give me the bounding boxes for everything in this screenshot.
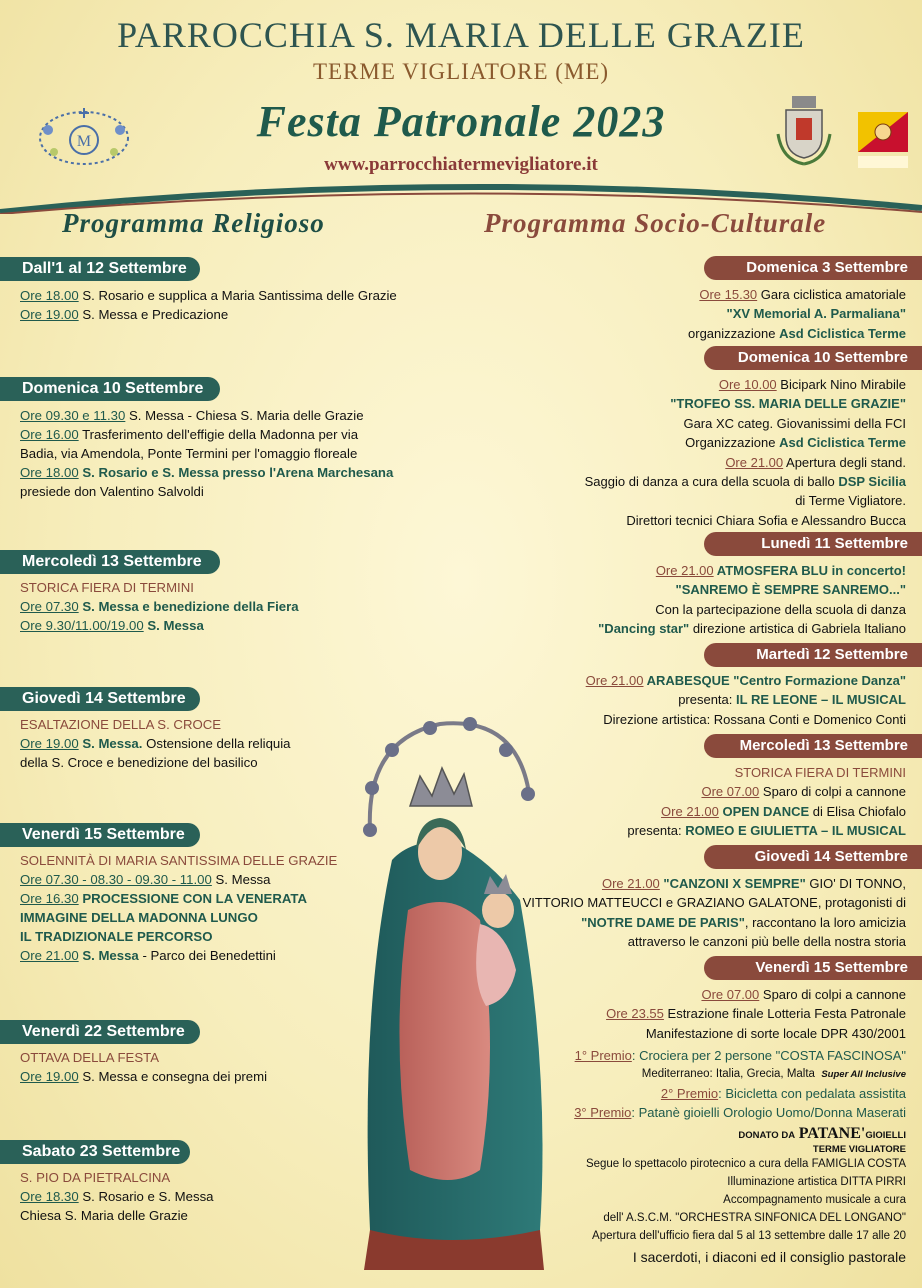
event-text: S. Messa - Chiesa S. Maria delle Grazie <box>125 408 364 423</box>
event-text: "SANREMO È SEMPRE SANREMO..." <box>675 582 906 598</box>
event-time: Ore 07.30 - 08.30 - 09.30 - 11.00 <box>20 872 212 887</box>
footer-line: Accompagnamento musicale a cura <box>723 1194 906 1206</box>
event-time: Ore 18.30 <box>20 1189 79 1204</box>
event-text: Apertura degli stand. <box>783 454 906 470</box>
website-link[interactable]: www.parrocchiatermevigliatore.it <box>324 154 598 175</box>
footer-line: Apertura dell'ufficio fiera dal 5 al 13 settembre dalle 17 alle 20 <box>592 1230 906 1242</box>
coat-of-arms-icon <box>774 94 834 168</box>
event-text: Asd Ciclistica Terme <box>779 435 906 451</box>
event-subtitle: OTTAVA DELLA FESTA <box>20 1050 159 1065</box>
event-text: Ostensione della reliquia <box>142 736 291 751</box>
social-event-block <box>346 763 906 841</box>
event-time: Ore 21.00 <box>601 876 660 891</box>
event-text: Badia, via Amendola, Ponte Termini per l'omaggio floreale <box>20 446 358 461</box>
event-text: - Parco dei Benedettini <box>138 948 276 963</box>
event-text: Sparo di colpi a cannone <box>759 784 906 800</box>
religious-date-banner: Domenica 10 Settembre <box>0 377 220 401</box>
event-text: di Elisa Chiofalo <box>809 803 906 819</box>
event-text: S. Messa e consegna dei premi <box>78 1069 268 1084</box>
social-date-banner: Mercoledì 13 Settembre <box>704 734 922 758</box>
event-text: Direzione artistica: Rossana Conti e Domenico Conti <box>603 711 906 727</box>
social-date-banner: Domenica 10 Settembre <box>704 346 922 370</box>
event-text: S. Messa e Predicazione <box>78 307 229 322</box>
event-text: presiede don Valentino Salvoldi <box>20 484 204 499</box>
event-time: Ore 21.00 <box>661 803 719 819</box>
social-date-banner: Venerdì 15 Settembre <box>704 956 922 980</box>
religious-date-banner: Venerdì 15 Settembre <box>0 823 200 847</box>
social-event-block <box>346 874 906 952</box>
event-text: Manifestazione di sorte locale DPR 430/2001 <box>645 1025 906 1041</box>
social-program-heading: Programma Socio-Culturale <box>484 208 827 238</box>
prize-text: : Crociera per 2 persone "COSTA FASCINOSA" <box>631 1048 906 1063</box>
event-text: S. Messa e benedizione della Fiera <box>78 599 299 614</box>
event-time: Ore 23.55 <box>606 1006 664 1022</box>
event-text: Trasferimento dell'effigie della Madonna per via <box>78 427 359 442</box>
event-text: IL TRADIZIONALE PERCORSO <box>20 929 213 944</box>
religious-date-banner: Dall'1 al 12 Settembre <box>0 257 200 281</box>
event-text: Gara XC categ. Giovanissimi della FCI <box>683 415 906 431</box>
svg-text:M: M <box>76 133 92 150</box>
event-text: della S. Croce e benedizione del basilico <box>20 755 258 770</box>
religious-date-banner: Giovedì 14 Settembre <box>0 687 200 711</box>
event-text: ATMOSFERA BLU in concerto! <box>713 563 906 578</box>
event-time: Ore 07.00 <box>701 987 760 1002</box>
event-text: OPEN DANCE <box>718 803 810 819</box>
event-time: Ore 18.00 <box>20 288 79 303</box>
event-text: "NOTRE DAME DE PARIS" <box>581 914 745 930</box>
religious-date-banner: Venerdì 22 Settembre <box>0 1020 200 1044</box>
social-event-block <box>346 671 906 729</box>
event-time: Ore 07.00 <box>701 784 760 800</box>
event-text: Direttori tecnici Chiara Sofia e Alessandro Bucca <box>626 512 906 528</box>
social-date-banner: Domenica 3 Settembre <box>704 256 922 280</box>
event-text: DSP Sicilia <box>838 474 906 490</box>
prize-detail: Mediterraneo: Italia, Grecia, Malta <box>641 1068 815 1080</box>
event-text: S. Messa. <box>78 736 143 751</box>
social-date-banner: Martedì 12 Settembre <box>704 643 922 667</box>
event-text: S. Rosario e S. Messa <box>78 1189 214 1204</box>
prize-text: : Bicicletta con pedalata assistita <box>718 1086 906 1101</box>
event-text: "Dancing star" <box>598 621 690 637</box>
footer-line: dell' A.S.C.M. "ORCHESTRA SINFONICA DEL LONGANO" <box>603 1212 906 1224</box>
event-subtitle: STORICA FIERA DI TERMINI <box>20 580 194 595</box>
prize-text: : Patanè gioielli Orologio Uomo/Donna Maserati <box>631 1105 906 1120</box>
event-text: , raccontano la loro amicizia <box>744 914 906 930</box>
religious-date-banner: Sabato 23 Settembre <box>0 1140 190 1164</box>
event-time: Ore 16.30 <box>20 891 79 906</box>
event-text: Organizzazione <box>685 435 780 451</box>
social-event-block <box>346 561 906 639</box>
event-text: S. Messa <box>143 618 204 633</box>
event-subtitle: S. PIO DA PIETRALCINA <box>20 1170 171 1185</box>
religious-program-heading: Programma Religioso <box>62 208 325 238</box>
region-logo-icon <box>858 112 908 168</box>
lottery-prizes <box>346 1046 906 1155</box>
event-time: Ore 18.00 <box>20 465 79 480</box>
event-text: Gara ciclistica amatoriale <box>757 287 906 302</box>
social-event-block <box>346 285 906 343</box>
social-date-banner: Lunedì 11 Settembre <box>704 532 922 556</box>
footer-notes <box>346 1155 906 1269</box>
event-text: presenta: <box>627 823 686 839</box>
event-text: Bicipark Nino Mirabile <box>776 377 906 392</box>
event-text: organizzazione <box>688 325 780 341</box>
event-text: Asd Ciclistica Terme <box>779 325 906 341</box>
footer-signature: I sacerdoti, i diaconi ed il consiglio pastorale <box>632 1249 906 1265</box>
event-time: Ore 19.00 <box>20 307 79 322</box>
social-date-banner: Giovedì 14 Settembre <box>704 845 922 869</box>
event-text: PROCESSIONE CON LA VENERATA <box>78 891 308 906</box>
town-name: TERME VIGLIATORE (ME) <box>312 59 610 84</box>
event-text: ARABESQUE "Centro Formazione Danza" <box>643 673 906 688</box>
event-text: Sparo di colpi a cannone <box>759 987 906 1002</box>
social-event-block <box>346 985 906 1043</box>
event-time: Ore 07.30 <box>20 599 79 614</box>
event-text: Con la partecipazione della scuola di danza <box>655 601 906 617</box>
marian-monogram-icon <box>34 100 134 170</box>
event-text: S. Messa <box>211 872 271 887</box>
event-text: presenta: <box>678 692 737 708</box>
event-text: "CANZONI X SEMPRE" <box>659 876 806 891</box>
footer-line: Illuminazione artistica DITTA PIRRI <box>727 1176 906 1188</box>
event-text: GIO' DI TONNO, <box>805 876 906 891</box>
event-subtitle: ESALTAZIONE DELLA S. CROCE <box>20 717 222 732</box>
parish-name: PARROCCHIA S. MARIA DELLE GRAZIE <box>117 15 805 55</box>
event-time: Ore 21.00 <box>585 673 644 688</box>
event-time: Ore 19.00 <box>20 736 79 751</box>
event-text: di Terme Vigliatore. <box>795 493 906 509</box>
event-time: Ore 9.30/11.00/19.00 <box>20 618 144 633</box>
prize-detail: Super All Inclusive <box>821 1069 906 1080</box>
event-time: Ore 09.30 e 11.30 <box>20 408 126 423</box>
sponsor-subtitle: TERME VIGLIATORE <box>812 1144 906 1155</box>
sponsor-logo: PATANE' <box>798 1125 866 1142</box>
footer-line: Segue lo spettacolo pirotecnico a cura della FAMIGLIA COSTA <box>585 1158 906 1170</box>
prize-label: 3° Premio <box>574 1105 632 1120</box>
event-text: "XV Memorial A. Parmaliana" <box>726 306 906 322</box>
event-time: Ore 19.00 <box>20 1069 79 1084</box>
event-text: IMMAGINE DELLA MADONNA LUNGO <box>20 910 258 925</box>
event-time: Ore 16.00 <box>20 427 79 442</box>
event-text: attraverso le canzoni più belle della nostra storia <box>627 934 906 950</box>
event-subtitle: STORICA FIERA DI TERMINI <box>734 765 906 780</box>
festival-title: Festa Patronale 2023 <box>256 97 666 146</box>
event-text: Estrazione finale Lotteria Festa Patronale <box>663 1006 906 1022</box>
event-text: S. Rosario e supplica a Maria Santissima delle Grazie <box>78 288 397 303</box>
prize-label: 2° Premio <box>660 1086 719 1101</box>
event-text: S. Messa <box>78 948 139 963</box>
religious-date-banner: Mercoledì 13 Settembre <box>0 550 220 574</box>
event-text: S. Rosario e S. Messa presso l'Arena Marchesana <box>78 465 394 480</box>
event-subtitle: SOLENNITÀ DI MARIA SANTISSIMA DELLE GRAZIE <box>20 853 338 868</box>
event-time: Ore 15.30 <box>699 287 758 302</box>
social-event-block <box>346 375 906 530</box>
event-text: Chiesa S. Maria delle Grazie <box>20 1208 188 1223</box>
donated-by-label: DONATO DA <box>738 1130 796 1141</box>
event-text: VITTORIO MATTEUCCI e GRAZIANO GALATONE, protagonisti di <box>522 895 906 911</box>
event-text: "TROFEO SS. MARIA DELLE GRAZIE" <box>670 396 906 412</box>
event-text: direzione artistica di Gabriela Italiano <box>689 621 906 637</box>
event-time: Ore 21.00 <box>655 563 714 578</box>
event-time: Ore 21.00 <box>725 454 784 470</box>
prize-label: 1° Premio <box>574 1048 632 1063</box>
event-text: Saggio di danza a cura della scuola di ballo <box>584 474 839 490</box>
event-text: ROMEO E GIULIETTA – IL MUSICAL <box>685 823 906 839</box>
event-time: Ore 10.00 <box>718 377 777 392</box>
event-text: IL RE LEONE – IL MUSICAL <box>736 692 906 708</box>
event-time: Ore 21.00 <box>20 948 79 963</box>
sponsor-logo-small: GIOIELLI <box>865 1130 906 1141</box>
